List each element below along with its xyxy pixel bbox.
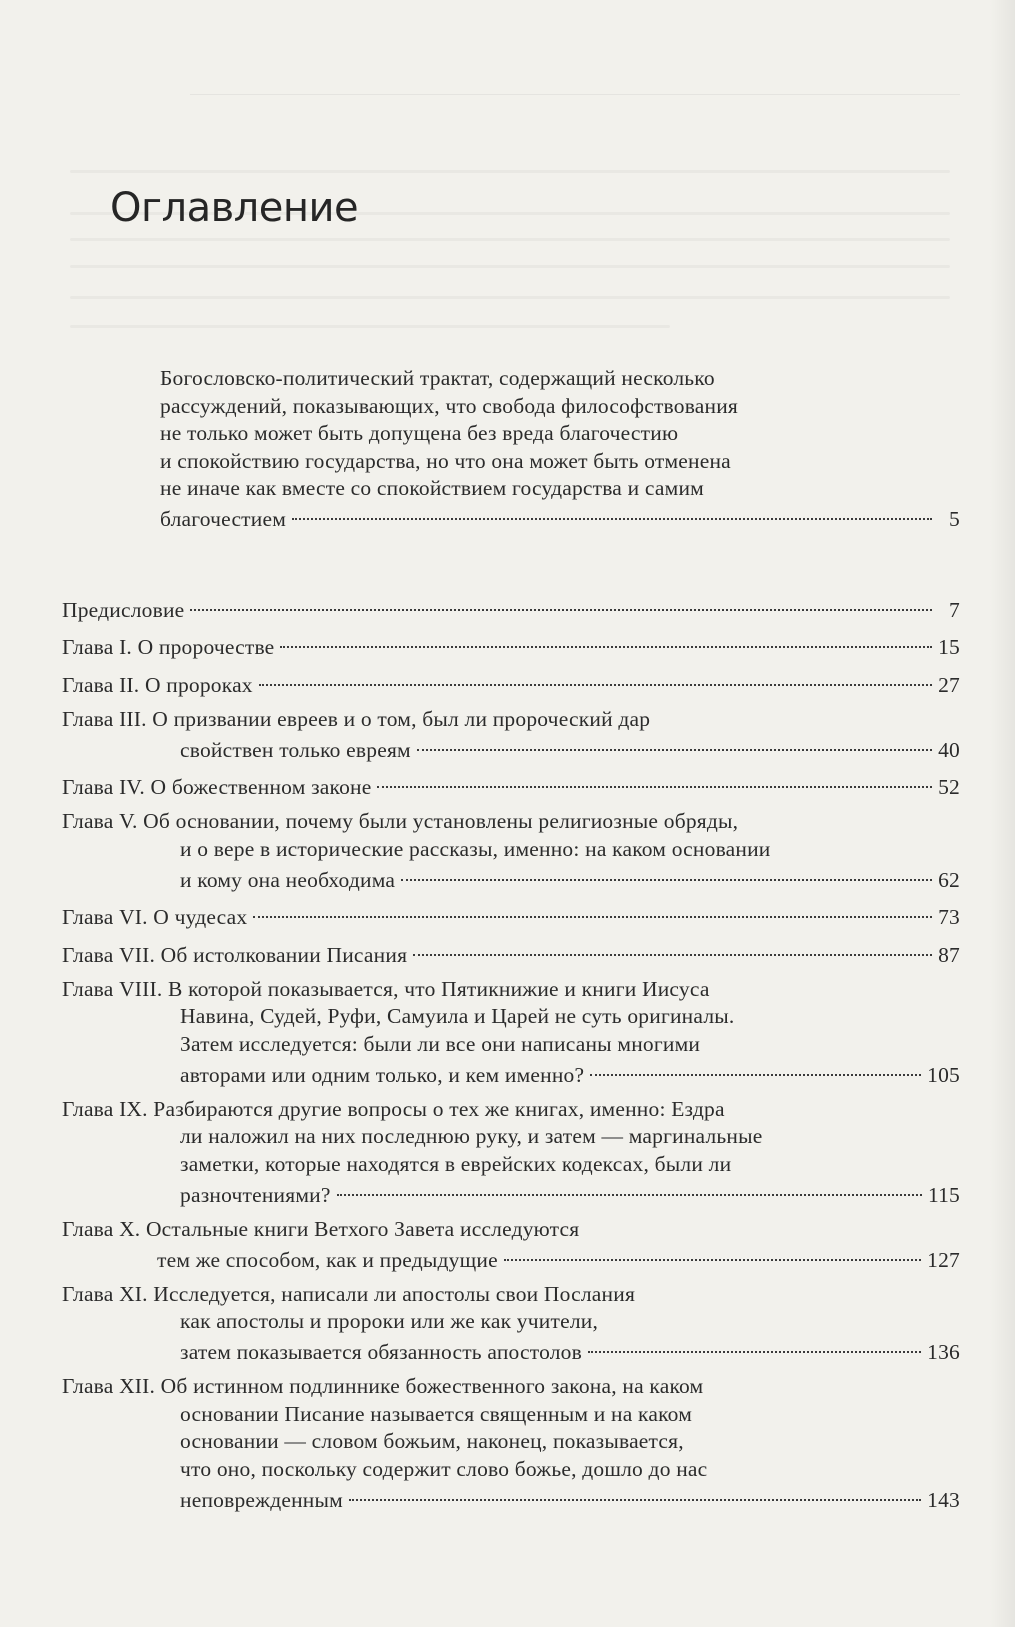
page-number: 87 <box>938 942 960 967</box>
toc-entry-line <box>62 668 960 699</box>
toc-entry <box>62 771 960 802</box>
page-number: 7 <box>949 597 960 622</box>
dot-leader <box>280 625 932 649</box>
page-number: 5 <box>949 507 960 531</box>
toc-entry <box>62 668 960 699</box>
toc-entry-text: Глава XII. Об истинном подлиннике божественного закона, на каком <box>62 1374 704 1398</box>
toc-entry-text: что оно, поскольку содержит слово божье, дошло до нас <box>180 1456 708 1481</box>
page-number: 115 <box>927 1182 960 1207</box>
toc-entry-text: и спокойствию государства, но что она может быть отменена <box>160 448 731 473</box>
toc-entry-line <box>160 503 960 534</box>
toc-entry-text: разночтениями? <box>180 1182 331 1207</box>
toc-entry-text: основании — словом божьим, наконец, показывается, <box>180 1429 684 1453</box>
toc-entry-text: ли наложил на них последнюю руку, и затем — маргинальные <box>180 1124 763 1148</box>
toc-entry-line <box>62 1178 960 1209</box>
page-number: 127 <box>927 1247 960 1272</box>
toc-entry-line <box>62 1243 960 1274</box>
toc-entry-text: и кому она необходима <box>180 867 396 892</box>
page-number: 15 <box>938 635 960 659</box>
toc-entry-line <box>62 733 960 764</box>
toc-entry <box>62 808 960 894</box>
dot-leader <box>292 497 932 521</box>
toc-entry-line <box>62 976 960 1004</box>
toc-entry-line <box>62 1123 960 1151</box>
toc-entry-line <box>62 1336 960 1367</box>
toc-entry-text: не только может быть допущена без вреда благочестию <box>160 421 679 445</box>
dot-leader <box>253 895 932 919</box>
dot-leader <box>417 727 932 751</box>
toc-entry-text: как апостолы и пророки или же как учители, <box>180 1309 599 1333</box>
dot-leader <box>337 1172 922 1196</box>
page-title: Оглавление <box>110 185 359 231</box>
toc-entry-line <box>62 631 960 662</box>
toc-entry-line <box>62 1058 960 1089</box>
toc-entry <box>62 1216 960 1275</box>
toc-entry <box>62 938 960 969</box>
toc-entry-line <box>62 1373 960 1401</box>
toc-entry <box>62 706 960 765</box>
bleed-through-text <box>70 238 950 241</box>
toc-entry-text: Глава X. Остальные книги Ветхого Завета исследуются <box>62 1216 580 1241</box>
toc-entry <box>62 1373 960 1514</box>
toc-entry-line <box>62 1281 960 1309</box>
bleed-through-text <box>70 170 950 173</box>
page-number: 105 <box>927 1062 960 1087</box>
toc-entry-text: свойствен только евреям <box>180 737 411 762</box>
toc-entry-text: Глава VII. Об истолковании Писания <box>62 942 408 967</box>
toc-entry <box>62 901 960 932</box>
toc-entry-line <box>62 901 960 932</box>
toc-entry-text: заметки, которые находятся в еврейских кодексах, были ли <box>180 1151 732 1176</box>
page-number: 52 <box>938 775 960 799</box>
toc-entry-text: Глава VIII. В которой показывается, что Пятикнижие и книги Иисуса <box>62 976 710 1001</box>
toc-entry-text: основании Писание называется священным и на каком <box>180 1401 693 1426</box>
toc-entry <box>62 1096 960 1210</box>
dot-leader <box>590 1052 921 1076</box>
toc-entry-text: Навина, Судей, Руфи, Самуила и Царей не суть оригиналы. <box>180 1004 735 1028</box>
toc-entry-text: затем показывается обязанность апостолов <box>180 1340 582 1364</box>
toc-entry-line <box>160 365 960 393</box>
toc-entry-text: Глава IV. О божественном законе <box>62 775 372 799</box>
dot-leader <box>190 587 932 611</box>
toc-entry-text: Предисловие <box>62 597 185 622</box>
toc-entry <box>62 976 960 1090</box>
toc-entry-text: благочестием <box>160 507 287 531</box>
toc-entry-line <box>160 420 960 448</box>
toc-entry-text: Глава I. О пророчестве <box>62 635 275 659</box>
toc-entry <box>62 631 960 662</box>
toc-entry-text: и о вере в исторические рассказы, именно: на каком основании <box>180 836 771 861</box>
toc-entry-text: Глава XI. Исследуется, написали ли апостолы свои Послания <box>62 1281 636 1306</box>
page-number: 27 <box>938 672 960 697</box>
dot-leader <box>377 765 932 789</box>
toc-entry-line <box>62 1428 960 1456</box>
toc-entry-text: авторами или одним только, и кем именно? <box>180 1062 585 1087</box>
dot-leader <box>588 1330 921 1354</box>
toc-entry-text: Глава IX. Разбираются другие вопросы о тех же книгах, именно: Ездра <box>62 1096 725 1121</box>
toc-entry <box>62 593 960 624</box>
dot-leader <box>413 932 932 956</box>
toc-entry-line <box>62 863 960 894</box>
page-edge-shadow <box>989 0 1015 1627</box>
page-number: 40 <box>938 737 960 762</box>
toc-intro <box>62 365 960 534</box>
toc-entry-text: не иначе как вместе со спокойствием государства и самим <box>160 476 704 500</box>
toc-entry-line <box>62 1401 960 1429</box>
bleed-through-text <box>70 325 670 328</box>
bleed-through-rule <box>190 94 960 109</box>
toc-entry-line <box>62 938 960 969</box>
page-number: 136 <box>927 1340 960 1364</box>
dot-leader <box>259 662 932 686</box>
toc-entry <box>62 1281 960 1367</box>
dot-leader <box>504 1237 921 1261</box>
toc-entry-line <box>62 1003 960 1031</box>
toc-entry-text: Богословско-политический трактат, содержащий несколько <box>160 366 715 390</box>
toc-entry-text: неповрежденным <box>180 1487 343 1512</box>
toc-entry-text: тем же способом, как и предыдущие <box>157 1247 498 1272</box>
toc-entry-text: Глава VI. О чудесах <box>62 905 248 929</box>
toc-entry <box>62 365 960 534</box>
page-number: 62 <box>938 867 960 892</box>
bleed-through-text <box>70 265 950 268</box>
page-number: 73 <box>938 905 960 929</box>
toc-entry-line <box>62 771 960 802</box>
toc-entry-line <box>160 448 960 476</box>
toc-entry-line <box>160 393 960 421</box>
toc-entry-text: Глава II. О пророках <box>62 672 253 697</box>
toc-entry-line <box>62 593 960 624</box>
toc-list <box>62 593 960 1521</box>
dot-leader <box>401 857 932 881</box>
page-number: 143 <box>927 1487 960 1512</box>
toc-entry-line <box>62 1096 960 1124</box>
toc-entry-text: Затем исследуется: были ли все они написаны многими <box>180 1031 701 1056</box>
bleed-through-text <box>70 296 950 299</box>
toc-entry-text: Глава V. Об основании, почему были установлены религиозные обряды, <box>62 809 739 833</box>
toc-entry-line <box>62 1483 960 1514</box>
toc-entry-text: Глава III. О призвании евреев и о том, был ли пророческий дар <box>62 706 651 731</box>
toc-entry-text: рассуждений, показывающих, что свобода философствования <box>160 393 739 418</box>
toc-entry-line <box>62 808 960 836</box>
dot-leader <box>349 1477 921 1501</box>
